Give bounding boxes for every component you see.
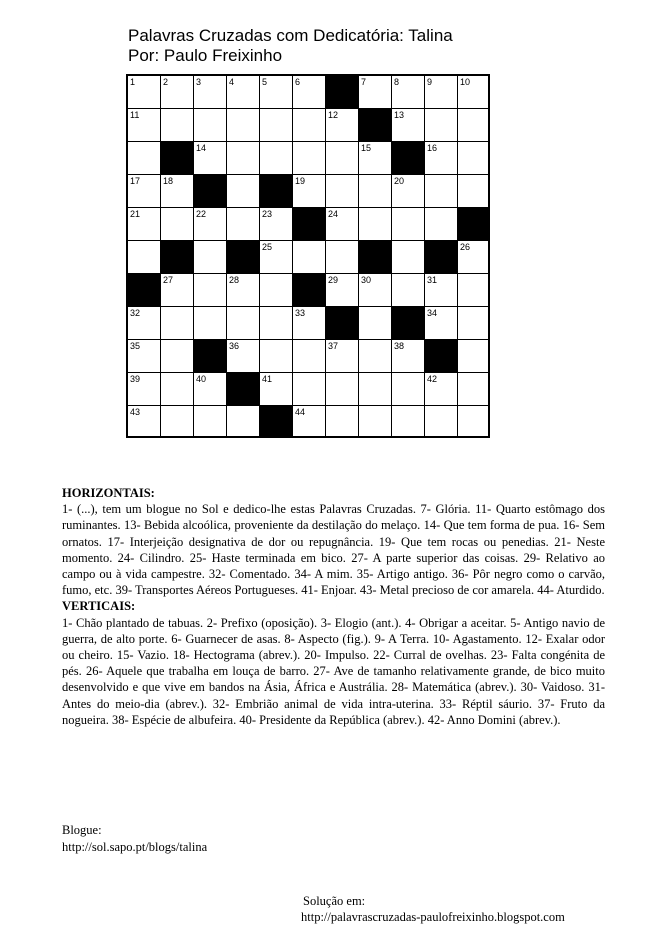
grid-cell[interactable] xyxy=(458,76,488,109)
clue-number: 41 xyxy=(262,374,273,384)
clue-number: 33 xyxy=(295,308,306,318)
grid-cell[interactable] xyxy=(227,175,260,208)
grid-cell[interactable] xyxy=(326,373,359,406)
crossword-grid xyxy=(126,74,490,438)
black-cell xyxy=(161,142,194,175)
grid-cell[interactable] xyxy=(458,340,488,373)
grid-cell[interactable] xyxy=(326,208,359,241)
grid-cell[interactable] xyxy=(128,76,161,109)
grid-cell[interactable] xyxy=(161,406,194,436)
clue-number: 5 xyxy=(262,77,268,87)
clue-number: 32 xyxy=(130,308,141,318)
grid-cell[interactable] xyxy=(293,142,326,175)
grid-cell[interactable] xyxy=(359,373,392,406)
grid-cell[interactable] xyxy=(293,307,326,340)
grid-cell[interactable] xyxy=(128,406,161,436)
clue-number: 38 xyxy=(394,341,405,351)
black-cell xyxy=(260,175,293,208)
clue-number: 36 xyxy=(229,341,240,351)
grid-cell[interactable] xyxy=(161,76,194,109)
blog-info xyxy=(62,822,207,856)
grid-cell[interactable] xyxy=(425,373,458,406)
grid-cell[interactable] xyxy=(392,76,425,109)
grid-cell[interactable] xyxy=(128,175,161,208)
grid-cell[interactable] xyxy=(293,76,326,109)
black-cell xyxy=(326,307,359,340)
grid-cell[interactable] xyxy=(128,340,161,373)
grid-cell[interactable] xyxy=(293,241,326,274)
grid-cell[interactable] xyxy=(392,241,425,274)
grid-cell[interactable] xyxy=(128,208,161,241)
clue-number: 30 xyxy=(361,275,372,285)
grid-cell[interactable] xyxy=(260,373,293,406)
puzzle-author: Por: Paulo Freixinho xyxy=(128,46,283,65)
clue-number: 43 xyxy=(130,407,141,417)
grid-cell[interactable] xyxy=(260,76,293,109)
black-cell xyxy=(161,241,194,274)
grid-cell[interactable] xyxy=(425,208,458,241)
grid-cell[interactable] xyxy=(161,373,194,406)
grid-cell[interactable] xyxy=(260,109,293,142)
grid-cell[interactable] xyxy=(194,76,227,109)
grid-cell[interactable] xyxy=(425,307,458,340)
clue-number: 40 xyxy=(196,374,207,384)
grid-cell[interactable] xyxy=(194,241,227,274)
clue-number: 37 xyxy=(328,341,339,351)
grid-cell[interactable] xyxy=(458,175,488,208)
horizontal-clues: 1- (...), tem um blogue no Sol e dedico-lhe estas Palavras Cruzadas. 7- Glória. 11- Quarto estômago dos ruminantes. 13- Bebida alcoólica, proveniente da destilação do melaço. 14- Que tem forma de pua. 16- Sem ornatos. 17- Interjeição designativa de dor ou repugnância. 19- Que tem rocas ou penedias. 21- Neste momento. 24- Cilindro. 25- Haste terminada em bico. 27- A parte superior das coisas. 29- Relativo ao campo ou à vida campestre. 32- Comentado. 34- A mim. 35- Artigo antigo. 36- Pôr negro como o carvão, fumo, etc. 39- Transportes Aéreos Portugueses. 41- Enjoar. 43- Metal precioso de cor amarela. 44- Aturdido. xyxy=(62,502,605,598)
grid-cell[interactable] xyxy=(128,241,161,274)
clue-number: 25 xyxy=(262,242,273,252)
grid-cell[interactable] xyxy=(359,175,392,208)
horizontal-heading: HORIZONTAIS: xyxy=(62,486,155,500)
clue-number: 42 xyxy=(427,374,438,384)
grid-cell[interactable] xyxy=(425,76,458,109)
clue-number: 29 xyxy=(328,275,339,285)
grid-cell[interactable] xyxy=(128,142,161,175)
grid-cell[interactable] xyxy=(260,274,293,307)
grid-cell[interactable] xyxy=(326,340,359,373)
clue-number: 22 xyxy=(196,209,207,219)
grid-cell[interactable] xyxy=(458,274,488,307)
grid-cell[interactable] xyxy=(293,109,326,142)
grid-cell[interactable] xyxy=(194,373,227,406)
clue-number: 3 xyxy=(196,77,202,87)
grid-cell[interactable] xyxy=(359,340,392,373)
clue-number: 10 xyxy=(460,77,471,87)
grid-cell[interactable] xyxy=(194,274,227,307)
clue-number: 11 xyxy=(130,110,140,120)
grid-cell[interactable] xyxy=(227,76,260,109)
grid-cell[interactable] xyxy=(359,142,392,175)
grid-cell[interactable] xyxy=(392,109,425,142)
black-cell xyxy=(392,307,425,340)
clue-number: 4 xyxy=(229,77,235,87)
grid-cell[interactable] xyxy=(359,274,392,307)
grid-cell[interactable] xyxy=(392,340,425,373)
black-cell xyxy=(425,241,458,274)
grid-cell[interactable] xyxy=(425,274,458,307)
black-cell xyxy=(293,208,326,241)
grid-cell[interactable] xyxy=(227,274,260,307)
clue-number: 31 xyxy=(427,275,438,285)
grid-cell[interactable] xyxy=(194,307,227,340)
black-cell xyxy=(359,109,392,142)
grid-cell[interactable] xyxy=(293,175,326,208)
grid-cell[interactable] xyxy=(458,307,488,340)
grid-cell[interactable] xyxy=(326,274,359,307)
clue-number: 7 xyxy=(361,77,367,87)
grid-cell[interactable] xyxy=(392,373,425,406)
black-cell xyxy=(359,241,392,274)
grid-cell[interactable] xyxy=(458,406,488,436)
clue-number: 8 xyxy=(394,77,400,87)
grid-cell[interactable] xyxy=(260,142,293,175)
clue-number: 23 xyxy=(262,209,273,219)
clue-number: 6 xyxy=(295,77,301,87)
grid-cell[interactable] xyxy=(425,109,458,142)
clue-number: 9 xyxy=(427,77,433,87)
clue-number: 21 xyxy=(130,209,141,219)
clues-section xyxy=(62,485,605,728)
puzzle-header xyxy=(128,26,453,66)
grid-cell[interactable] xyxy=(161,340,194,373)
black-cell xyxy=(260,406,293,436)
grid-cell[interactable] xyxy=(194,208,227,241)
black-cell xyxy=(392,142,425,175)
clue-number: 35 xyxy=(130,341,141,351)
grid-cell[interactable] xyxy=(359,208,392,241)
clue-number: 17 xyxy=(130,176,141,186)
clue-number: 2 xyxy=(163,77,169,87)
grid-cell[interactable] xyxy=(425,175,458,208)
grid-cell[interactable] xyxy=(194,142,227,175)
grid-cell[interactable] xyxy=(326,406,359,436)
clue-number: 12 xyxy=(328,110,339,120)
grid-cell[interactable] xyxy=(227,208,260,241)
grid-cell[interactable] xyxy=(458,241,488,274)
grid-cell[interactable] xyxy=(194,109,227,142)
grid-cell[interactable] xyxy=(260,208,293,241)
grid-cell[interactable] xyxy=(227,406,260,436)
black-cell xyxy=(326,76,359,109)
grid-cell[interactable] xyxy=(161,109,194,142)
grid-cell[interactable] xyxy=(326,241,359,274)
clue-number: 16 xyxy=(427,143,438,153)
grid-cell[interactable] xyxy=(227,307,260,340)
clue-number: 28 xyxy=(229,275,240,285)
grid-cell[interactable] xyxy=(161,274,194,307)
grid-cell[interactable] xyxy=(161,307,194,340)
grid-cell[interactable] xyxy=(326,175,359,208)
grid-cell[interactable] xyxy=(425,142,458,175)
clue-number: 27 xyxy=(163,275,174,285)
grid-cell[interactable] xyxy=(359,307,392,340)
grid-cell[interactable] xyxy=(392,406,425,436)
grid-cell[interactable] xyxy=(260,340,293,373)
grid-cell[interactable] xyxy=(161,208,194,241)
grid-cell[interactable] xyxy=(161,175,194,208)
grid-cell[interactable] xyxy=(227,340,260,373)
grid-cell[interactable] xyxy=(392,208,425,241)
clue-number: 14 xyxy=(196,143,207,153)
clue-number: 1 xyxy=(130,77,136,87)
black-cell xyxy=(293,274,326,307)
clue-number: 24 xyxy=(328,209,339,219)
clue-number: 13 xyxy=(394,110,405,120)
grid-cell[interactable] xyxy=(194,406,227,436)
solution-info xyxy=(301,893,565,925)
grid-cell[interactable] xyxy=(293,406,326,436)
vertical-heading: VERTICAIS: xyxy=(62,599,136,614)
grid-cell[interactable] xyxy=(128,109,161,142)
grid-cell[interactable] xyxy=(392,175,425,208)
clue-number: 18 xyxy=(163,176,174,186)
blog-label: Blogue: xyxy=(62,823,102,837)
puzzle-title: Palavras Cruzadas com Dedicatória: Talina xyxy=(128,26,453,45)
clue-number: 39 xyxy=(130,374,141,384)
vertical-clues: 1- Chão plantado de tabuas. 2- Prefixo (oposição). 3- Elogio (ant.). 4- Obrigar a aceitar. 5- Antigo navio de guerra, de alto porte. 6- Guarnecer de asas. 8- Aspecto (fig.). 9- A Terra. 10- Agastamento. 12- Exalar odor ou cheiro. 15- Vazio. 18- Hectograma (abrev.). 20- Impulso. 22- Curral de ovelhas. 23- Falta congénita de pés. 26- Aquele que trabalha em louça de barro. 27- Ave de tamanho relativamente grande, de bico muito desenvolvido e que vive em bandos na Ásia, África e Austrália. 28- Matemática (abrev.). 30- Vaidoso. 31- Antes do meio-dia (abrev.). 32- Embrião animal de vida intra-uterina. 33- Réptil sáurio. 37- Fruto da nogueira. 38- Espécie de albufeira. 40- Presidente da República (abrev.). 42- Anno Domini (abrev.). xyxy=(62,615,605,727)
grid-cell[interactable] xyxy=(359,406,392,436)
grid-cell[interactable] xyxy=(326,142,359,175)
grid-cell[interactable] xyxy=(359,76,392,109)
clue-number: 44 xyxy=(295,407,306,417)
blog-url[interactable]: http://sol.sapo.pt/blogs/talina xyxy=(62,840,208,854)
clue-number: 34 xyxy=(427,308,438,318)
black-cell xyxy=(194,175,227,208)
solution-label: Solução em: xyxy=(303,894,366,908)
grid-cell[interactable] xyxy=(458,373,488,406)
clue-number: 19 xyxy=(295,176,306,186)
black-cell xyxy=(227,373,260,406)
black-cell xyxy=(227,241,260,274)
grid-cell[interactable] xyxy=(458,142,488,175)
grid-cell[interactable] xyxy=(128,307,161,340)
grid-cell[interactable] xyxy=(293,373,326,406)
clue-number: 20 xyxy=(394,176,405,186)
black-cell xyxy=(128,274,161,307)
grid-cell[interactable] xyxy=(260,307,293,340)
grid-cell[interactable] xyxy=(392,274,425,307)
clue-number: 15 xyxy=(361,143,372,153)
grid-cell[interactable] xyxy=(227,142,260,175)
black-cell xyxy=(425,340,458,373)
grid-cell[interactable] xyxy=(128,373,161,406)
grid-cell[interactable] xyxy=(425,406,458,436)
black-cell xyxy=(458,208,488,241)
black-cell xyxy=(194,340,227,373)
grid-cell[interactable] xyxy=(227,109,260,142)
grid-cell[interactable] xyxy=(326,109,359,142)
grid-cell[interactable] xyxy=(458,109,488,142)
grid-cell[interactable] xyxy=(260,241,293,274)
clue-number: 26 xyxy=(460,242,471,252)
solution-url[interactable]: http://palavrascruzadas-paulofreixinho.blogspot.com xyxy=(301,910,565,924)
grid-cell[interactable] xyxy=(293,340,326,373)
